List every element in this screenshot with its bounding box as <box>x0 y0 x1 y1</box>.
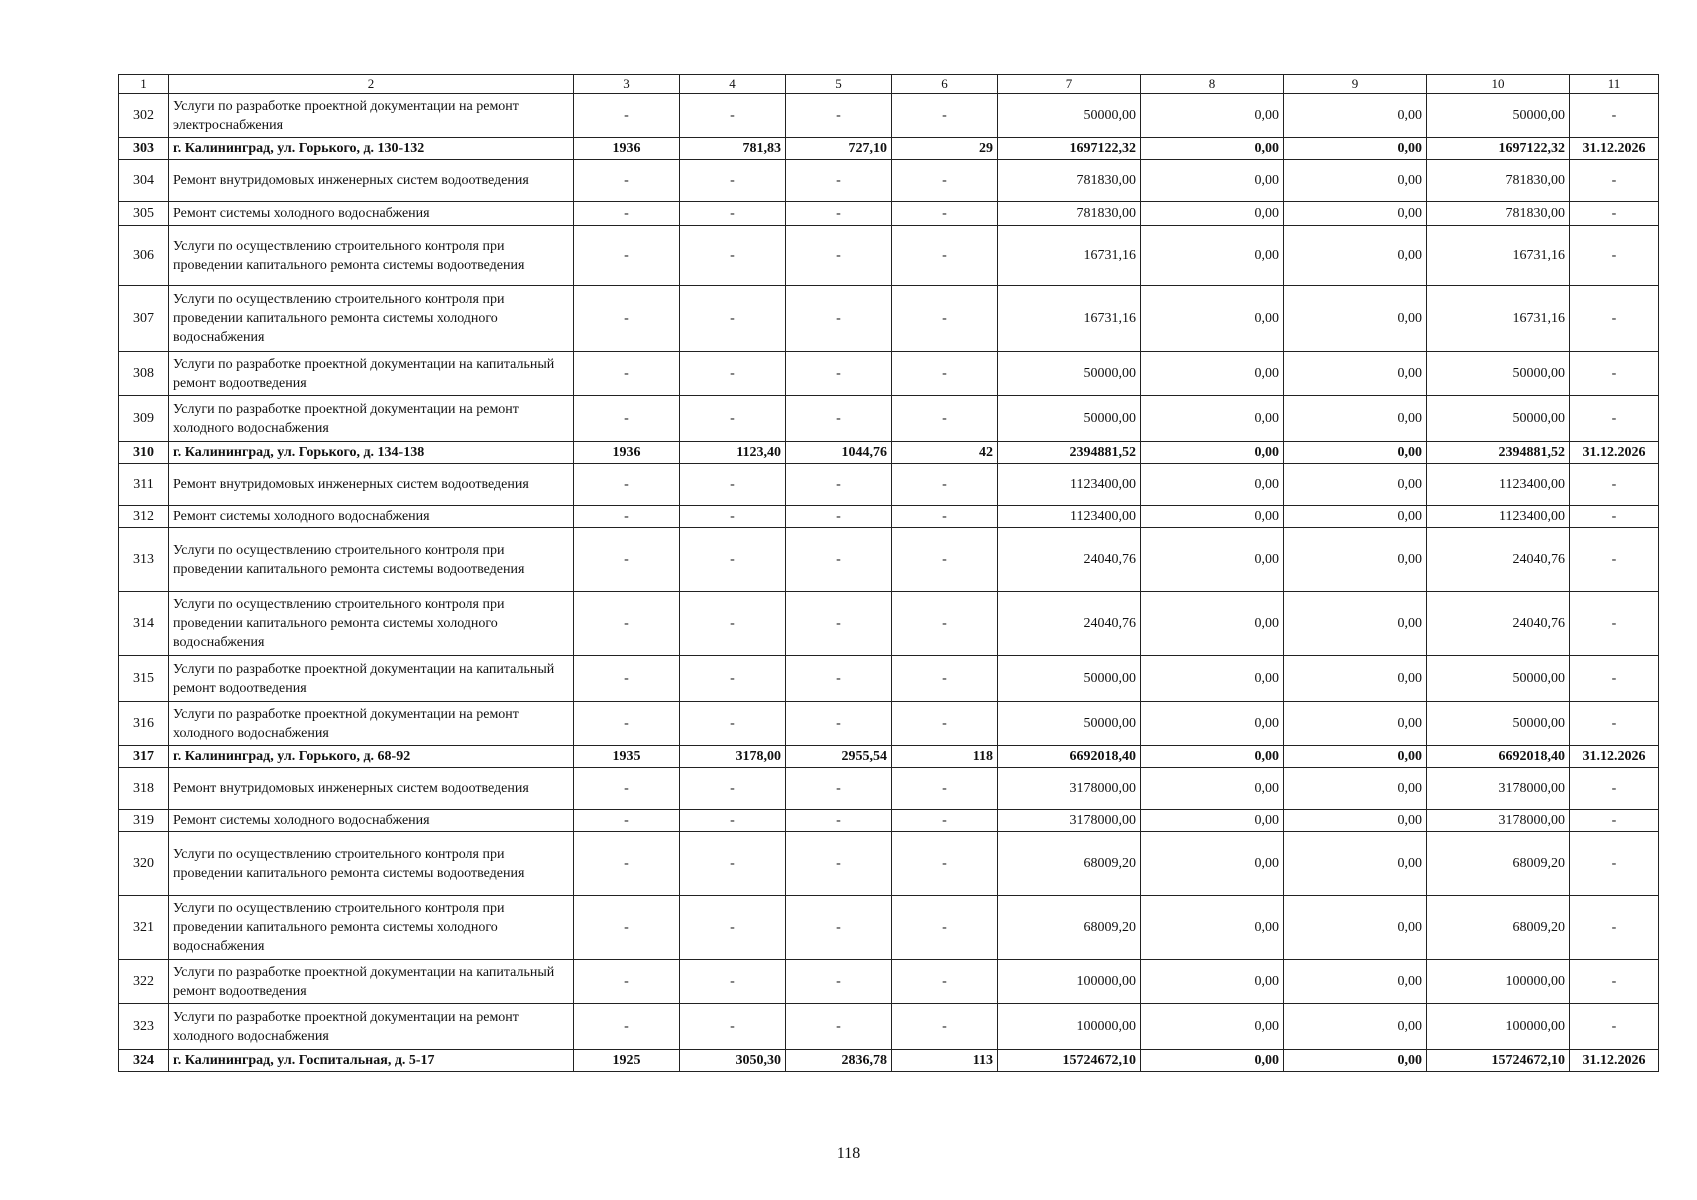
cell-col-1: 320 <box>119 832 169 896</box>
cell-col-4: 781,83 <box>680 138 786 160</box>
table-row <box>119 506 1659 528</box>
cell-col-9: 0,00 <box>1284 94 1427 138</box>
cell-col-3: 1925 <box>574 1050 680 1072</box>
table-row <box>119 464 1659 506</box>
cell-col-6: - <box>892 202 998 226</box>
cell-col-1: 312 <box>119 506 169 528</box>
cell-col-3: - <box>574 1004 680 1050</box>
cell-col-3: - <box>574 810 680 832</box>
cell-col-3: - <box>574 832 680 896</box>
table-row <box>119 286 1659 352</box>
cell-col-3: - <box>574 94 680 138</box>
cell-col-3: - <box>574 506 680 528</box>
cell-col-1: 316 <box>119 702 169 746</box>
cell-col-8: 0,00 <box>1141 464 1284 506</box>
cell-col-1: 324 <box>119 1050 169 1072</box>
cell-col-5: - <box>786 592 892 656</box>
cell-col-6: - <box>892 226 998 286</box>
cell-col-10: 781830,00 <box>1427 160 1570 202</box>
cell-col-2: Ремонт системы холодного водоснабжения <box>169 810 574 832</box>
cell-col-2: Ремонт системы холодного водоснабжения <box>169 202 574 226</box>
cell-col-7: 15724672,10 <box>998 1050 1141 1072</box>
cell-col-7: 50000,00 <box>998 656 1141 702</box>
cell-col-10: 2394881,52 <box>1427 442 1570 464</box>
cell-col-11: 31.12.2026 <box>1570 442 1659 464</box>
table-row <box>119 592 1659 656</box>
cell-col-11: - <box>1570 1004 1659 1050</box>
cell-col-10: 68009,20 <box>1427 832 1570 896</box>
cell-col-6: - <box>892 464 998 506</box>
cell-col-11: - <box>1570 464 1659 506</box>
cell-col-5: - <box>786 202 892 226</box>
cell-col-8: 0,00 <box>1141 352 1284 396</box>
cell-col-4: - <box>680 896 786 960</box>
cell-col-2: Услуги по разработке проектной документации на ремонт холодного водоснабжения <box>169 702 574 746</box>
page-number: 118 <box>836 1145 861 1162</box>
cell-col-8: 0,00 <box>1141 506 1284 528</box>
cell-col-6: - <box>892 528 998 592</box>
table-row <box>119 746 1659 768</box>
cell-col-1: 317 <box>119 746 169 768</box>
cell-col-11: - <box>1570 94 1659 138</box>
cell-col-5: - <box>786 702 892 746</box>
cell-col-6: - <box>892 396 998 442</box>
cell-col-2: Ремонт внутридомовых инженерных систем водоотведения <box>169 160 574 202</box>
cell-col-5: - <box>786 286 892 352</box>
cell-col-9: 0,00 <box>1284 1004 1427 1050</box>
cell-col-11: - <box>1570 352 1659 396</box>
cell-col-5: - <box>786 810 892 832</box>
cell-col-7: 3178000,00 <box>998 810 1141 832</box>
cell-col-4: - <box>680 202 786 226</box>
cell-col-8: 0,00 <box>1141 592 1284 656</box>
cell-col-9: 0,00 <box>1284 896 1427 960</box>
cell-col-10: 3178000,00 <box>1427 768 1570 810</box>
cell-col-7: 6692018,40 <box>998 746 1141 768</box>
cell-col-10: 50000,00 <box>1427 352 1570 396</box>
cell-col-10: 16731,16 <box>1427 286 1570 352</box>
cell-col-1: 321 <box>119 896 169 960</box>
cell-col-4: 3178,00 <box>680 746 786 768</box>
cell-col-7: 68009,20 <box>998 832 1141 896</box>
cell-col-2: Услуги по разработке проектной документации на ремонт холодного водоснабжения <box>169 1004 574 1050</box>
cell-col-3: 1935 <box>574 746 680 768</box>
cell-col-11: - <box>1570 226 1659 286</box>
cell-col-1: 311 <box>119 464 169 506</box>
header-cell: 1 <box>119 75 169 94</box>
cell-col-11: - <box>1570 656 1659 702</box>
cell-col-4: - <box>680 528 786 592</box>
cell-col-11: 31.12.2026 <box>1570 138 1659 160</box>
cell-col-10: 50000,00 <box>1427 702 1570 746</box>
table-row <box>119 896 1659 960</box>
cell-col-9: 0,00 <box>1284 702 1427 746</box>
cell-col-6: - <box>892 1004 998 1050</box>
cell-col-3: - <box>574 226 680 286</box>
table-row <box>119 138 1659 160</box>
cell-col-7: 781830,00 <box>998 160 1141 202</box>
cell-col-6: - <box>892 960 998 1004</box>
cell-col-5: - <box>786 656 892 702</box>
cell-col-4: - <box>680 832 786 896</box>
table-row <box>119 94 1659 138</box>
table-row <box>119 832 1659 896</box>
cell-col-6: - <box>892 160 998 202</box>
cell-col-2: Услуги по разработке проектной документации на ремонт электроснабжения <box>169 94 574 138</box>
cell-col-9: 0,00 <box>1284 286 1427 352</box>
cell-col-6: - <box>892 768 998 810</box>
header-cell: 10 <box>1427 75 1570 94</box>
cell-col-2: Услуги по осуществлению строительного контроля при проведении капитального ремонта системы водоотведения <box>169 226 574 286</box>
cell-col-6: - <box>892 506 998 528</box>
cell-col-3: 1936 <box>574 442 680 464</box>
cell-col-7: 16731,16 <box>998 226 1141 286</box>
cell-col-9: 0,00 <box>1284 592 1427 656</box>
cell-col-6: - <box>892 702 998 746</box>
cell-col-1: 309 <box>119 396 169 442</box>
cell-col-8: 0,00 <box>1141 160 1284 202</box>
cell-col-5: 2836,78 <box>786 1050 892 1072</box>
cell-col-9: 0,00 <box>1284 832 1427 896</box>
cell-col-5: - <box>786 160 892 202</box>
cell-col-4: - <box>680 506 786 528</box>
cell-col-1: 322 <box>119 960 169 1004</box>
cell-col-5: - <box>786 396 892 442</box>
cell-col-6: - <box>892 94 998 138</box>
cell-col-9: 0,00 <box>1284 160 1427 202</box>
cell-col-2: Услуги по осуществлению строительного контроля при проведении капитального ремонта системы водоотведения <box>169 528 574 592</box>
cell-col-6: - <box>892 810 998 832</box>
cell-col-5: - <box>786 226 892 286</box>
cell-col-4: - <box>680 94 786 138</box>
cell-col-3: - <box>574 528 680 592</box>
cell-col-9: 0,00 <box>1284 768 1427 810</box>
cell-col-6: - <box>892 592 998 656</box>
cell-col-9: 0,00 <box>1284 506 1427 528</box>
cell-col-4: - <box>680 656 786 702</box>
cell-col-8: 0,00 <box>1141 202 1284 226</box>
cell-col-1: 319 <box>119 810 169 832</box>
cell-col-10: 24040,76 <box>1427 528 1570 592</box>
cell-col-3: - <box>574 202 680 226</box>
cell-col-7: 781830,00 <box>998 202 1141 226</box>
cell-col-7: 24040,76 <box>998 592 1141 656</box>
cell-col-6: - <box>892 832 998 896</box>
cell-col-5: 727,10 <box>786 138 892 160</box>
cell-col-5: - <box>786 1004 892 1050</box>
cell-col-9: 0,00 <box>1284 464 1427 506</box>
cell-col-2: Услуги по разработке проектной документации на капитальный ремонт водоотведения <box>169 656 574 702</box>
cell-col-2: Ремонт внутридомовых инженерных систем водоотведения <box>169 768 574 810</box>
cell-col-3: - <box>574 702 680 746</box>
cell-col-2: г. Калининград, ул. Горького, д. 130-132 <box>169 138 574 160</box>
cell-col-5: 2955,54 <box>786 746 892 768</box>
cell-col-5: - <box>786 768 892 810</box>
cell-col-11: - <box>1570 506 1659 528</box>
cell-col-6: - <box>892 286 998 352</box>
cell-col-10: 1697122,32 <box>1427 138 1570 160</box>
cell-col-2: Ремонт внутридомовых инженерных систем водоотведения <box>169 464 574 506</box>
cell-col-2: Ремонт системы холодного водоснабжения <box>169 506 574 528</box>
cell-col-10: 50000,00 <box>1427 94 1570 138</box>
cell-col-2: Услуги по осуществлению строительного контроля при проведении капитального ремонта системы холодного водоснабжения <box>169 286 574 352</box>
header-cell: 11 <box>1570 75 1659 94</box>
cell-col-5: - <box>786 352 892 396</box>
cell-col-1: 305 <box>119 202 169 226</box>
cell-col-8: 0,00 <box>1141 1004 1284 1050</box>
cell-col-11: - <box>1570 896 1659 960</box>
cell-col-9: 0,00 <box>1284 352 1427 396</box>
cell-col-3: - <box>574 960 680 1004</box>
cell-col-10: 1123400,00 <box>1427 464 1570 506</box>
cell-col-10: 16731,16 <box>1427 226 1570 286</box>
cell-col-1: 307 <box>119 286 169 352</box>
cell-col-10: 50000,00 <box>1427 656 1570 702</box>
table-row <box>119 1050 1659 1072</box>
cell-col-7: 1123400,00 <box>998 464 1141 506</box>
cell-col-2: г. Калининград, ул. Горького, д. 134-138 <box>169 442 574 464</box>
cell-col-3: - <box>574 286 680 352</box>
cell-col-4: - <box>680 286 786 352</box>
cell-col-2: Услуги по осуществлению строительного контроля при проведении капитального ремонта системы холодного водоснабжения <box>169 592 574 656</box>
cell-col-1: 304 <box>119 160 169 202</box>
cell-col-8: 0,00 <box>1141 810 1284 832</box>
cell-col-9: 0,00 <box>1284 396 1427 442</box>
cell-col-9: 0,00 <box>1284 138 1427 160</box>
cell-col-5: - <box>786 896 892 960</box>
cell-col-6: 118 <box>892 746 998 768</box>
cell-col-7: 1697122,32 <box>998 138 1141 160</box>
cell-col-2: Услуги по осуществлению строительного контроля при проведении капитального ремонта системы водоотведения <box>169 832 574 896</box>
header-cell: 6 <box>892 75 998 94</box>
cell-col-4: - <box>680 810 786 832</box>
cell-col-4: - <box>680 226 786 286</box>
cell-col-1: 308 <box>119 352 169 396</box>
cell-col-2: Услуги по разработке проектной документации на ремонт холодного водоснабжения <box>169 396 574 442</box>
cell-col-9: 0,00 <box>1284 226 1427 286</box>
cell-col-6: 113 <box>892 1050 998 1072</box>
cell-col-6: - <box>892 656 998 702</box>
cell-col-3: - <box>574 464 680 506</box>
cell-col-9: 0,00 <box>1284 202 1427 226</box>
cell-col-10: 68009,20 <box>1427 896 1570 960</box>
cell-col-9: 0,00 <box>1284 746 1427 768</box>
cell-col-9: 0,00 <box>1284 442 1427 464</box>
cell-col-2: г. Калининград, ул. Госпитальная, д. 5-17 <box>169 1050 574 1072</box>
cell-col-11: - <box>1570 702 1659 746</box>
cell-col-7: 50000,00 <box>998 94 1141 138</box>
cell-col-8: 0,00 <box>1141 396 1284 442</box>
header-cell: 9 <box>1284 75 1427 94</box>
cell-col-11: - <box>1570 286 1659 352</box>
cell-col-5: - <box>786 464 892 506</box>
cell-col-5: - <box>786 528 892 592</box>
cell-col-7: 50000,00 <box>998 702 1141 746</box>
cell-col-7: 50000,00 <box>998 396 1141 442</box>
cell-col-1: 306 <box>119 226 169 286</box>
cell-col-8: 0,00 <box>1141 226 1284 286</box>
cell-col-6: 29 <box>892 138 998 160</box>
cell-col-9: 0,00 <box>1284 656 1427 702</box>
cell-col-7: 16731,16 <box>998 286 1141 352</box>
cell-col-4: 1123,40 <box>680 442 786 464</box>
cell-col-1: 323 <box>119 1004 169 1050</box>
cell-col-3: - <box>574 896 680 960</box>
cell-col-7: 100000,00 <box>998 960 1141 1004</box>
cell-col-7: 3178000,00 <box>998 768 1141 810</box>
table-row <box>119 702 1659 746</box>
cell-col-10: 3178000,00 <box>1427 810 1570 832</box>
cell-col-11: - <box>1570 160 1659 202</box>
cell-col-2: Услуги по разработке проектной документации на капитальный ремонт водоотведения <box>169 352 574 396</box>
cell-col-5: - <box>786 94 892 138</box>
cell-col-10: 100000,00 <box>1427 960 1570 1004</box>
column-number-header <box>119 75 1659 94</box>
cell-col-11: - <box>1570 810 1659 832</box>
header-cell: 3 <box>574 75 680 94</box>
cell-col-8: 0,00 <box>1141 746 1284 768</box>
cell-col-1: 315 <box>119 656 169 702</box>
cell-col-11: - <box>1570 960 1659 1004</box>
cell-col-1: 302 <box>119 94 169 138</box>
table-row <box>119 656 1659 702</box>
cell-col-7: 68009,20 <box>998 896 1141 960</box>
table-row <box>119 960 1659 1004</box>
cell-col-11: - <box>1570 768 1659 810</box>
cell-col-5: 1044,76 <box>786 442 892 464</box>
cell-col-11: - <box>1570 202 1659 226</box>
cell-col-1: 314 <box>119 592 169 656</box>
cell-col-10: 1123400,00 <box>1427 506 1570 528</box>
data-table <box>118 74 1659 1072</box>
cell-col-11: - <box>1570 528 1659 592</box>
cell-col-1: 303 <box>119 138 169 160</box>
cell-col-9: 0,00 <box>1284 810 1427 832</box>
cell-col-8: 0,00 <box>1141 138 1284 160</box>
table-row <box>119 442 1659 464</box>
cell-col-9: 0,00 <box>1284 1050 1427 1072</box>
table-row <box>119 1004 1659 1050</box>
cell-col-5: - <box>786 960 892 1004</box>
cell-col-6: 42 <box>892 442 998 464</box>
cell-col-11: - <box>1570 592 1659 656</box>
cell-col-10: 781830,00 <box>1427 202 1570 226</box>
cell-col-6: - <box>892 896 998 960</box>
cell-col-7: 2394881,52 <box>998 442 1141 464</box>
cell-col-11: - <box>1570 832 1659 896</box>
cell-col-3: - <box>574 768 680 810</box>
cell-col-4: - <box>680 1004 786 1050</box>
cell-col-4: - <box>680 702 786 746</box>
cell-col-8: 0,00 <box>1141 832 1284 896</box>
table-row <box>119 810 1659 832</box>
cell-col-2: г. Калининград, ул. Горького, д. 68-92 <box>169 746 574 768</box>
cell-col-10: 24040,76 <box>1427 592 1570 656</box>
cell-col-11: 31.12.2026 <box>1570 1050 1659 1072</box>
cell-col-8: 0,00 <box>1141 442 1284 464</box>
cell-col-1: 310 <box>119 442 169 464</box>
cell-col-3: - <box>574 352 680 396</box>
cell-col-10: 6692018,40 <box>1427 746 1570 768</box>
cell-col-3: - <box>574 396 680 442</box>
cell-col-10: 50000,00 <box>1427 396 1570 442</box>
cell-col-8: 0,00 <box>1141 896 1284 960</box>
cell-col-2: Услуги по осуществлению строительного контроля при проведении капитального ремонта системы холодного водоснабжения <box>169 896 574 960</box>
table-row <box>119 202 1659 226</box>
cell-col-4: - <box>680 396 786 442</box>
header-cell: 5 <box>786 75 892 94</box>
cell-col-4: - <box>680 592 786 656</box>
cell-col-11: - <box>1570 396 1659 442</box>
table-row <box>119 226 1659 286</box>
cell-col-4: - <box>680 352 786 396</box>
cell-col-8: 0,00 <box>1141 656 1284 702</box>
header-cell: 7 <box>998 75 1141 94</box>
cell-col-3: - <box>574 160 680 202</box>
table-row <box>119 528 1659 592</box>
cell-col-8: 0,00 <box>1141 94 1284 138</box>
cell-col-4: 3050,30 <box>680 1050 786 1072</box>
cell-col-3: - <box>574 592 680 656</box>
cell-col-7: 100000,00 <box>998 1004 1141 1050</box>
cell-col-8: 0,00 <box>1141 528 1284 592</box>
cell-col-4: - <box>680 464 786 506</box>
cell-col-2: Услуги по разработке проектной документации на капитальный ремонт водоотведения <box>169 960 574 1004</box>
table-row <box>119 160 1659 202</box>
table-row <box>119 396 1659 442</box>
cell-col-9: 0,00 <box>1284 960 1427 1004</box>
cell-col-9: 0,00 <box>1284 528 1427 592</box>
cell-col-11: 31.12.2026 <box>1570 746 1659 768</box>
cell-col-10: 15724672,10 <box>1427 1050 1570 1072</box>
cell-col-3: - <box>574 656 680 702</box>
table-row <box>119 768 1659 810</box>
header-cell: 8 <box>1141 75 1284 94</box>
cell-col-8: 0,00 <box>1141 286 1284 352</box>
cell-col-1: 313 <box>119 528 169 592</box>
cell-col-1: 318 <box>119 768 169 810</box>
cell-col-7: 1123400,00 <box>998 506 1141 528</box>
cell-col-3: 1936 <box>574 138 680 160</box>
cell-col-7: 50000,00 <box>998 352 1141 396</box>
cell-col-8: 0,00 <box>1141 960 1284 1004</box>
table-row <box>119 352 1659 396</box>
cell-col-4: - <box>680 768 786 810</box>
cell-col-8: 0,00 <box>1141 702 1284 746</box>
cell-col-8: 0,00 <box>1141 768 1284 810</box>
cell-col-4: - <box>680 160 786 202</box>
cell-col-4: - <box>680 960 786 1004</box>
cell-col-5: - <box>786 506 892 528</box>
header-cell: 2 <box>169 75 574 94</box>
cell-col-7: 24040,76 <box>998 528 1141 592</box>
cell-col-5: - <box>786 832 892 896</box>
header-cell: 4 <box>680 75 786 94</box>
cell-col-6: - <box>892 352 998 396</box>
cell-col-10: 100000,00 <box>1427 1004 1570 1050</box>
cell-col-8: 0,00 <box>1141 1050 1284 1072</box>
